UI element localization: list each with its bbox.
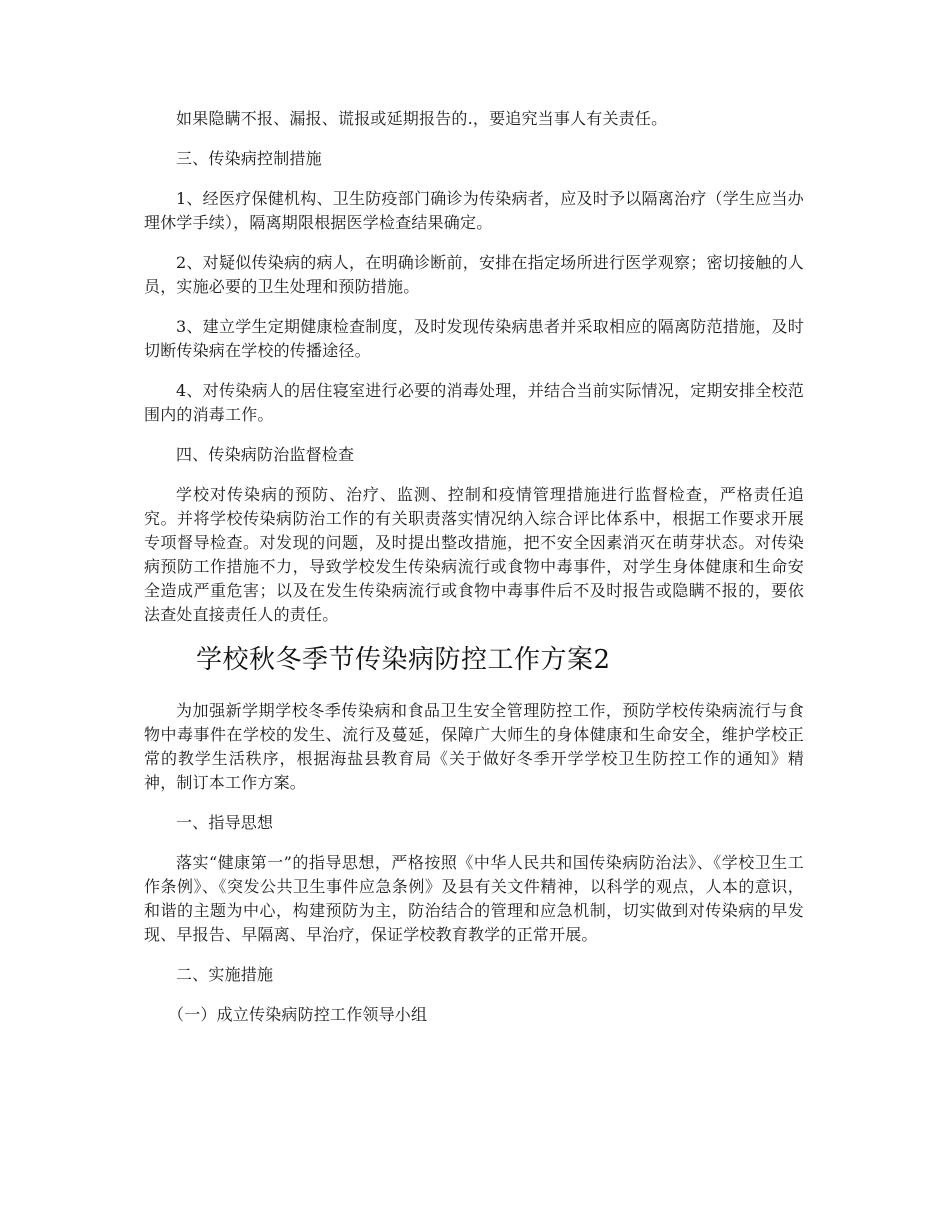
paragraph-guiding-ideology: 落实“健康第一”的指导思想，严格按照《中华人民共和国传染病防治法》、《学校卫生工作条例》、《突发公共卫生事件应急条例》及县有关文件精神，以科学的观点，人本的意识，和谐的主题为中心，构建预防为主，防治结合的管理和应急机制，切实做到对传染病的早发现、早报告、早隔离、早治疗，保证学校教育教学的正常开展。: [144, 853, 804, 944]
heading-guiding-ideology: 一、指导思想: [176, 813, 274, 832]
heading-supervision: 四、传染病防治监督检查: [176, 445, 355, 464]
paragraph-control-4: 4、对传染病人的居住寝室进行必要的消毒处理，并结合当前实际情况，定期安排全校范围内的消毒工作。: [144, 381, 804, 424]
paragraph-supervision: 学校对传染病的预防、治疗、监测、控制和疫情管理措施进行监督检查，严格责任追究。并将学校传染病防治工作的有关职责落实情况纳入综合评比体系中，根据工作要求开展专项督导检查。对发现的问题，及时提出整改措施，把不安全因素消灭在萌芽状态。对传染病预防工作措施不力，导致学校发生传染病流行或食物中毒事件，对学生身体健康和生命安全造成严重危害；以及在发生传染病流行或食物中毒事件后不及时报告或隐瞒不报的，要依法查处直接责任人的责任。: [144, 485, 804, 624]
heading-leadership-group: （一）成立传染病防控工作领导小组: [168, 1005, 428, 1024]
heading-implementation-measures: 二、实施措施: [176, 965, 274, 984]
paragraph-control-1: 1、经医疗保健机构、卫生防疫部门确诊为传染病者，应及时予以隔离治疗（学生应当办理休学手续），隔离期限根据医学检查结果确定。: [144, 189, 804, 232]
paragraph-intro: 为加强新学期学校冬季传染病和食品卫生安全管理防控工作，预防学校传染病流行与食物中毒事件在学校的发生、流行及蔓延，保障广大师生的身体健康和生命安全，维护学校正常的教学生活秩序，根据海盐县教育局《关于做好冬季开学学校卫生防控工作的通知》精神，制订本工作方案。: [144, 701, 804, 792]
heading-control-measures: 三、传染病控制措施: [176, 149, 322, 168]
paragraph-control-3: 3、建立学生定期健康检查制度，及时发现传染病患者并采取相应的隔离防范措施，及时切断传染病在学校的传播途径。: [144, 317, 804, 360]
document-body: [144, 107, 804, 1043]
document-title: 学校秋冬季节传染病防控工作方案2: [196, 645, 611, 675]
paragraph-control-2: 2、对疑似传染病的病人，在明确诊断前，安排在指定场所进行医学观察；密切接触的人员，实施必要的卫生处理和预防措施。: [144, 253, 804, 296]
paragraph-report-liability: 如果隐瞒不报、漏报、谎报或延期报告的.，要追究当事人有关责任。: [176, 109, 668, 128]
